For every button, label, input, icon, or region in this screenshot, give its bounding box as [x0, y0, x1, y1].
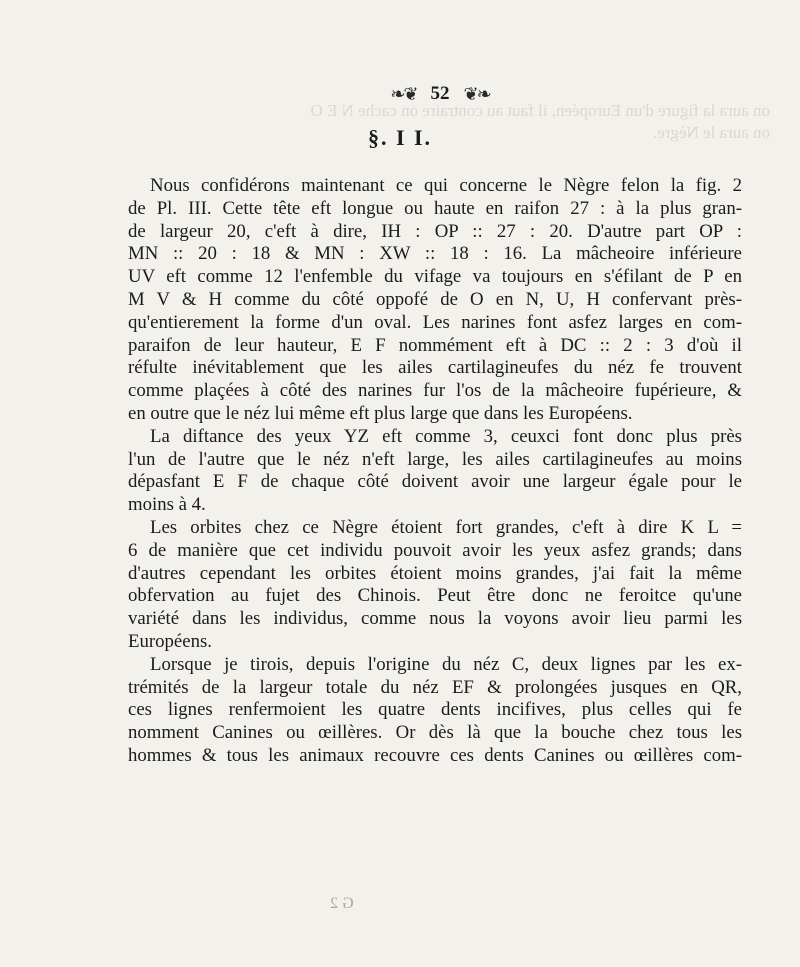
- paragraph-4: [128, 654, 742, 768]
- text-line: en outre que le néz lui même eft plus large que dans les Européens.: [128, 402, 633, 424]
- text-line: Nous confidérons maintenant ce qui concerne le Nègre felon la fig. 2: [150, 175, 742, 196]
- text-line: trémités de la largeur totale du néz EF & prolongées jusques en QR,: [128, 676, 742, 698]
- text-line: de Pl. III. Cette tête eft longue ou haute en raifon 27 : à la plus gran-: [128, 197, 742, 219]
- text-line: de largeur 20, c'eft à dire, IH : OP :: 27 : 20. D'autre part OP :: [128, 220, 742, 242]
- text-line: d'autres cependant les orbites étoient moins grandes, j'ai fait la même: [128, 562, 742, 584]
- text-line: paraifon de leur hauteur, E F nommément eft à DC :: 2 : 3 d'où il: [128, 334, 742, 356]
- text-line: hommes & tous les animaux recouvre ces dents Canines ou œillères com-: [128, 744, 742, 766]
- paragraph-2: [128, 426, 742, 517]
- text-line: dépasfant E F de chaque côté doivent avoir une largeur égale pour le: [128, 471, 742, 493]
- page-header: [360, 82, 520, 106]
- bleed-line: on aura la figure d'un Européen, il faut au contraire on cache N E O: [310, 101, 770, 120]
- body-text: [128, 175, 742, 768]
- text-line: Européens.: [128, 630, 212, 652]
- text-line: obfervation au fujet des Chinois. Peut être donc ne feroitce qu'une: [128, 585, 742, 607]
- text-line: nomment Canines ou œillères. Or dès là que la bouche chez tous les: [128, 722, 742, 744]
- text-line: La diftance des yeux YZ eft comme 3, ceuxci font donc plus près: [150, 425, 742, 447]
- text-line: l'un de l'autre que le néz n'eft large, les ailes cartilagineufes au moins: [128, 448, 742, 470]
- text-line: UV eft comme 12 l'enfemble du vifage va toujours en s'éfilant de P en: [128, 266, 742, 288]
- text-line: Les orbites chez ce Nègre étoient fort grandes, c'eft à dire K L =: [150, 516, 742, 538]
- text-line: 6 de manière que cet individu pouvoit avoir les yeux asfez grands; dans: [128, 539, 742, 561]
- text-line: Lorsque je tirois, depuis l'origine du néz C, deux lignes par les ex-: [150, 653, 742, 675]
- text-line: réfulte inévitablement que les ailes cartilagineufes du néz fe trouvent: [128, 357, 742, 379]
- text-line: ces lignes renfermoient les quatre dents incifives, plus celles qui fe: [128, 699, 742, 721]
- fleuron-left-icon: ❧❦: [390, 83, 417, 104]
- text-line: M V & H comme du côté oppofé de O en N, U, H confervant près-: [128, 288, 742, 310]
- bleed-line: on aura le Nègre.: [652, 123, 770, 142]
- page-number: 52: [430, 83, 450, 104]
- text-line: comme plaçées à côté des narines fur l'os de la mâcheoire fupérieure, &: [128, 380, 742, 402]
- fleuron-right-icon: ❦❧: [463, 83, 490, 104]
- section-title: §. I I.: [367, 125, 433, 150]
- paragraph-1: [128, 175, 742, 426]
- paragraph-3: [128, 517, 742, 654]
- text-line: variété dans les individus, comme nous la voyons avoir lieu parmi les: [128, 608, 742, 630]
- text-line: qu'entierement la forme d'un oval. Les narines font asfez larges en com-: [128, 311, 742, 333]
- bleed-signature-mark: G 2: [330, 895, 354, 912]
- text-line: MN :: 20 : 18 & MN : XW :: 18 : 16. La mâcheoire inférieure: [128, 243, 742, 265]
- text-line: moins à 4.: [128, 494, 206, 516]
